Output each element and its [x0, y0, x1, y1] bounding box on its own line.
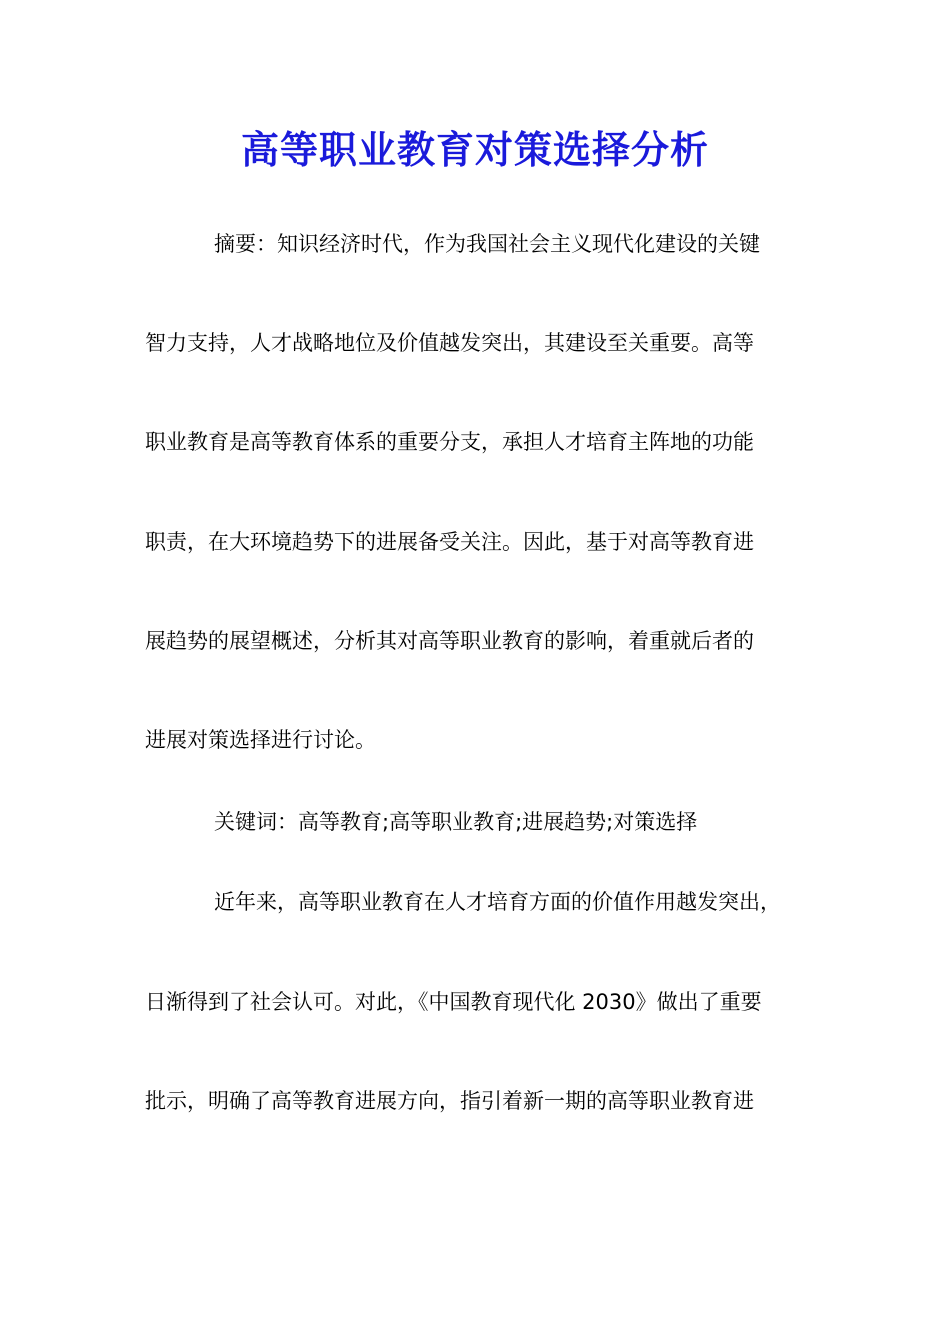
body-line-2: 日渐得到了社会认可。对此，《中国教育现代化 2030》做出了重要 [145, 990, 762, 1014]
abstract-line-1: 摘要：知识经济时代，作为我国社会主义现代化建设的关键 [214, 232, 760, 256]
body-line-1: 近年来，高等职业教育在人才培育方面的价值作用越发突出， [214, 890, 781, 914]
abstract-line-6: 进展对策选择进行讨论。 [145, 728, 376, 752]
abstract-line-3: 职业教育是高等教育体系的重要分支，承担人才培育主阵地的功能 [145, 430, 754, 454]
keywords-line: 关键词：高等教育;高等职业教育;进展趋势;对策选择 [214, 810, 698, 834]
abstract-line-2: 智力支持，人才战略地位及价值越发突出，其建设至关重要。高等 [145, 331, 754, 355]
body-line-3: 批示，明确了高等教育进展方向，指引着新一期的高等职业教育进 [145, 1089, 754, 1113]
abstract-line-5: 展趋势的展望概述，分析其对高等职业教育的影响，着重就后者的 [145, 629, 754, 653]
abstract-line-4: 职责，在大环境趋势下的进展备受关注。因此，基于对高等教育进 [145, 530, 754, 554]
document-title: 高等职业教育对策选择分析 [240, 127, 709, 172]
